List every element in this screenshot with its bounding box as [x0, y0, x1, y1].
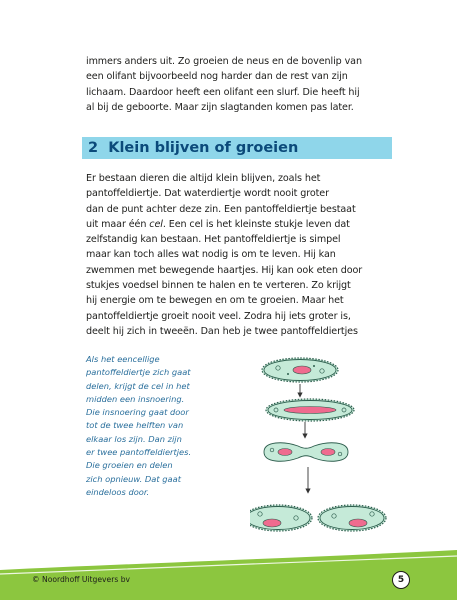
caption-line: delen, krijgt de cel in het [86, 380, 190, 391]
illustration-caption [86, 353, 216, 499]
text-line: al bij de geboorte. Maar zijn slagtanden komen pas later. [86, 101, 354, 113]
paramecium-whole [262, 358, 338, 382]
paramecium-daughter-left [250, 505, 312, 531]
text-line: uit maar één [86, 218, 150, 230]
caption-line: zich opnieuw. Dat gaat [86, 473, 181, 484]
intro-paragraph [86, 54, 386, 115]
text-line: . Een cel is het kleinste stukje leven dat [162, 218, 350, 230]
caption-line: elkaar los zijn. Dan zijn [86, 433, 182, 444]
caption-line: eindeloos door. [86, 486, 150, 497]
text-line: pantoffeldiertje groeit nooit veel. Zodra hij iets groter is, [86, 310, 351, 322]
paramecium-division-illustration [250, 340, 420, 540]
caption-line: tot de twee helften van [86, 420, 184, 431]
paramecium-constricting [264, 443, 348, 461]
emphasis-cel: cel [149, 218, 163, 230]
caption-line: midden een insnoering. [86, 393, 185, 404]
paramecium-elongating [266, 399, 354, 421]
section-title: Klein blijven of groeien [108, 140, 299, 156]
copyright-notice: © Noordhoff Uitgevers bv [32, 575, 131, 584]
paramecium-daughter-right [318, 505, 386, 531]
caption-line: Die insnoering gaat door [86, 407, 189, 418]
section-heading [88, 137, 298, 159]
text-line: maar kan toch alles wat nodig is om te leven. Hij kan [86, 249, 336, 261]
text-line: pantoffeldiertje. Dat waterdiertje wordt nooit groter [86, 188, 329, 200]
text-line: hij energie om te bewegen en om te groeien. Maar het [86, 295, 344, 307]
footer-wave-decoration [0, 540, 457, 600]
text-line: dan de punt achter deze zin. Een pantoffeldiertje bestaat [86, 203, 356, 215]
text-line: zelfstandig kan bestaan. Het pantoffeldiertje is simpel [86, 234, 341, 246]
page-number: 5 [392, 571, 410, 589]
caption-line: Die groeien en delen [86, 460, 173, 471]
text-line: een olifant bijvoorbeeld nog harder dan de rest van zijn [86, 71, 348, 83]
text-line: lichaam. Daardoor heeft een olifant een slurf. Die heeft hij [86, 86, 360, 98]
text-line: zwemmen met bewegende haartjes. Hij kan ook eten door [86, 264, 363, 276]
text-line: Er bestaan dieren die altijd klein blijven, zoals het [86, 173, 321, 184]
text-line: stukjes voedsel binnen te halen en te verteren. Zo krijgt [86, 280, 351, 292]
caption-line: Als het eencellige [86, 354, 160, 364]
body-paragraph [86, 171, 386, 339]
caption-line: pantoffeldiertje zich gaat [86, 367, 191, 378]
text-line: deelt hij zich in tweeën. Dan heb je twee pantoffeldiertjes [86, 325, 358, 337]
section-number: 2 [88, 140, 99, 156]
text-line: immers anders uit. Zo groeien de neus en de bovenlip van [86, 56, 362, 67]
caption-line: er twee pantoffeldiertjes. [86, 447, 192, 458]
